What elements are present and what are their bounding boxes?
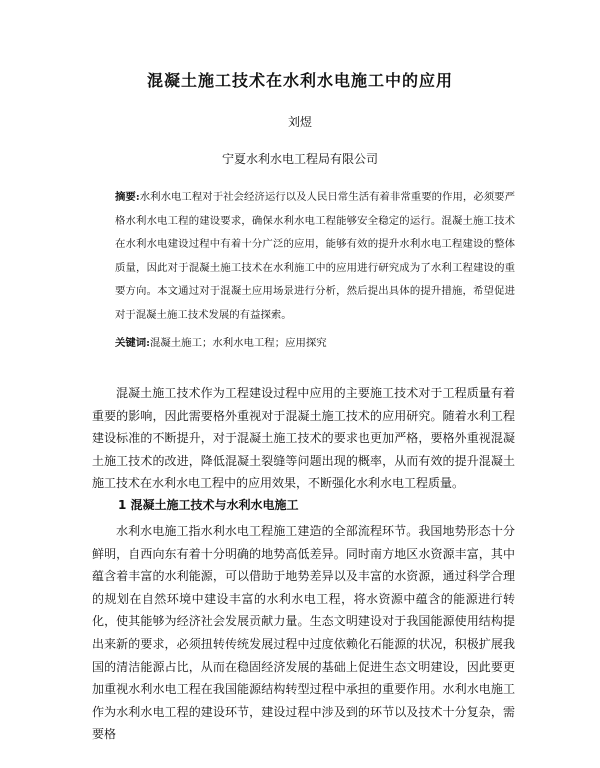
abstract-text: 水利水电工程对于社会经济运行以及人民日常生活有着非常重要的作用，必须要严格水利水电工程的建设要求，确保水利水电工程能够安全稳定的运行。混凝土施工技术在水利水电建设过程中有着十分广泛的应用，能够有效的提升水利水电工程建设的整体质量，因此对于混凝土施工技术在水利施工中的应用进行研究成为了水利工程建设的重要方向。本文通过对于混凝土应用场景进行分析，然后提出具体的提升措施，希望促进对于混凝土施工技术发展的有益探索。	[115, 191, 515, 321]
author-name: 刘煜	[287, 115, 312, 129]
keywords-text: 混凝土施工；水利水电工程；应用探究	[150, 337, 327, 349]
abstract-label: 摘要:	[115, 191, 140, 203]
intro-paragraph: 混凝土施工技术作为工程建设过程中应用的主要施工技术对于工程质量有着重要的影响，因此需要格外重视对于混凝土施工技术的应用研究。随着水利工程建设标准的不断提升，对于混凝土施工技术的要求也更加严格，要格外重视混凝土施工技术的改进，降低混凝土裂缝等问题出现的概率，从而有效的提升混凝土施工技术在水利水电工程中的应用效果，不断强化水利水电工程质量。	[92, 386, 515, 491]
section-heading: 1 混凝土施工技术与水利水电施工	[118, 498, 299, 512]
paper-title: 混凝土施工技术在水利水电施工中的应用	[146, 71, 453, 90]
section-paragraph: 水利水电施工指水利水电工程施工建造的全部流程环节。我国地势形态十分鲜明，自西向东有着十分明确的地势高低差异。同时南方地区水资源丰富，其中蕴含着丰富的水利能源，可以借助于地势差异以及丰富的水资源，通过科学合理的规划在自然环境中建设丰富的水利水电工程，将水资源中蕴含的能源进行转化，使其能够为经济社会发展贡献力量。生态文明建设对于我国能源使用结构提出来新的要求，必须扭转传统发展过程中过度依赖化石能源的状况，积极扩展我国的清洁能源占比，从而在稳固经济发展的基础上促进生态文明建设，因此要更加重视水利水电工程在我国能源结构转型过程中承担的重要作用。水利水电施工作为水利水电工程的建设环节，建设过程中涉及到的环节以及技术十分复杂，需要格	[92, 524, 515, 742]
author-affiliation: 宁夏水利水电工程局有限公司	[221, 152, 378, 166]
keywords-label: 关键词:	[115, 337, 151, 349]
keywords	[115, 333, 515, 353]
abstract	[115, 186, 515, 328]
